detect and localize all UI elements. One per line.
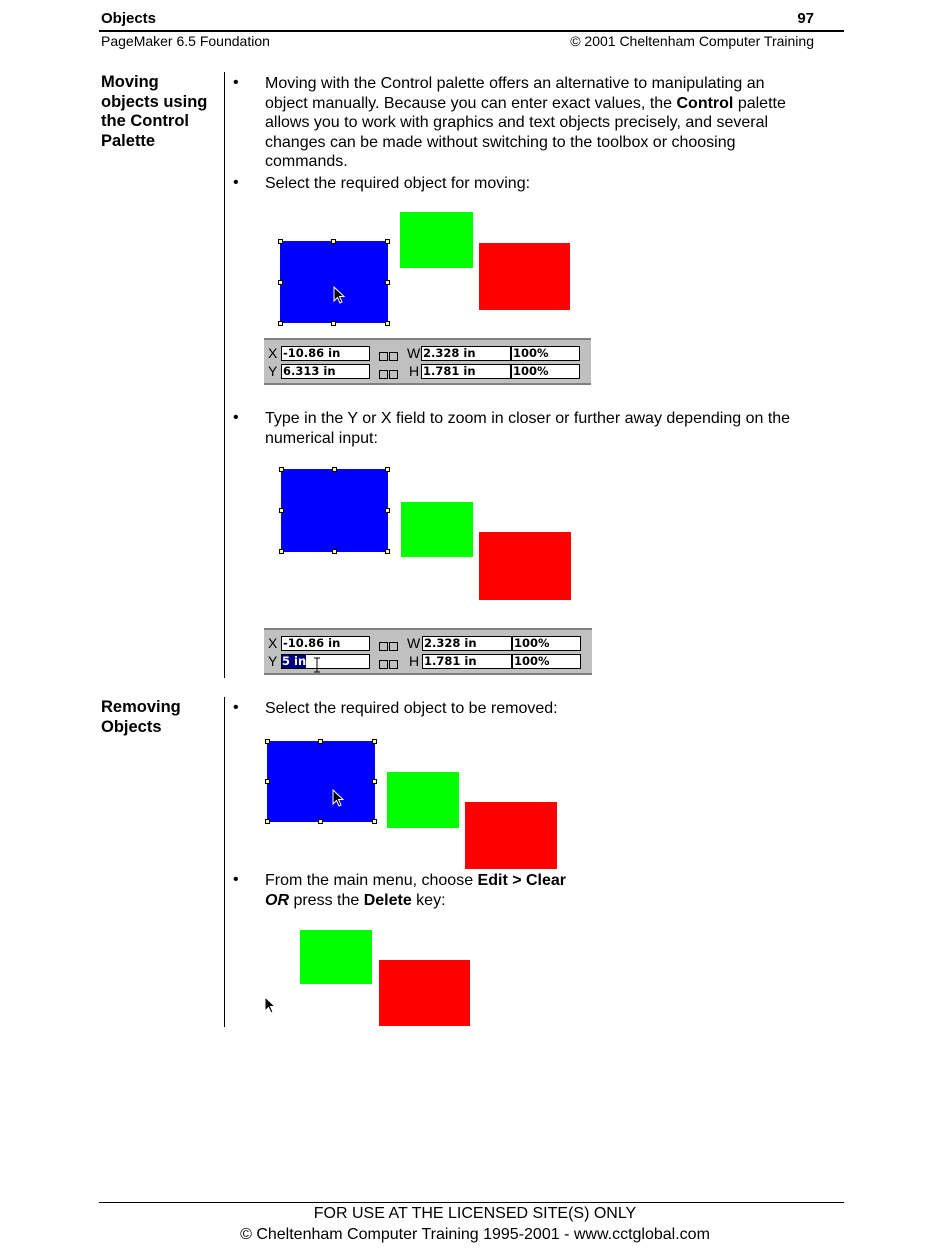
red-rectangle[interactable] bbox=[479, 532, 571, 600]
y-field-editing[interactable] bbox=[281, 654, 370, 669]
width-percent-field[interactable]: 100% bbox=[511, 346, 580, 361]
y-field-selected-text[interactable]: 5 in bbox=[282, 654, 307, 668]
green-rectangle[interactable] bbox=[400, 212, 473, 268]
selection-handle-icon[interactable] bbox=[265, 739, 270, 744]
arrow-cursor-icon bbox=[332, 789, 346, 809]
h-label: H bbox=[409, 653, 420, 669]
control-palette bbox=[264, 338, 591, 385]
selection-handle-icon[interactable] bbox=[265, 819, 270, 824]
width-field[interactable]: 2.328 in bbox=[421, 346, 511, 361]
height-field[interactable]: 1.781 in bbox=[421, 364, 511, 379]
red-rectangle[interactable] bbox=[379, 960, 470, 1026]
green-rectangle[interactable] bbox=[387, 772, 459, 828]
blue-rectangle-selected[interactable] bbox=[280, 241, 388, 323]
red-rectangle[interactable] bbox=[479, 243, 570, 310]
selection-handle-icon[interactable] bbox=[279, 508, 284, 513]
bullet: • bbox=[233, 409, 239, 426]
selection-handle-icon[interactable] bbox=[385, 508, 390, 513]
x-field[interactable]: -10.86 in bbox=[281, 346, 370, 361]
selection-handle-icon[interactable] bbox=[372, 819, 377, 824]
nudge-arrows-icon[interactable] bbox=[379, 656, 401, 667]
selection-handle-icon[interactable] bbox=[385, 549, 390, 554]
red-rectangle[interactable] bbox=[465, 802, 557, 869]
width-field[interactable]: 2.328 in bbox=[422, 636, 512, 651]
bullet: • bbox=[233, 174, 239, 191]
selection-handle-icon[interactable] bbox=[332, 549, 337, 554]
height-percent-field[interactable]: 100% bbox=[511, 364, 580, 379]
product-name: PageMaker 6.5 Foundation bbox=[101, 33, 270, 49]
blue-rectangle-selected[interactable] bbox=[267, 741, 375, 822]
arrow-cursor-icon bbox=[333, 286, 347, 306]
x-label: X bbox=[268, 635, 278, 651]
h-label: H bbox=[409, 363, 420, 379]
section-heading-moving: Moving objects using the Control Palette bbox=[101, 73, 208, 150]
green-rectangle[interactable] bbox=[401, 502, 473, 557]
selection-handle-icon[interactable] bbox=[385, 239, 390, 244]
selection-handle-icon[interactable] bbox=[372, 739, 377, 744]
selection-handle-icon[interactable] bbox=[279, 467, 284, 472]
bullet: • bbox=[233, 74, 239, 91]
w-label: W bbox=[407, 635, 421, 651]
selection-handle-icon[interactable] bbox=[385, 467, 390, 472]
w-label: W bbox=[407, 345, 421, 361]
selection-handle-icon[interactable] bbox=[331, 321, 336, 326]
selection-handle-icon[interactable] bbox=[332, 467, 337, 472]
header-rule bbox=[99, 30, 844, 32]
paragraph-type-y-x: Type in the Y or X field to zoom in closer or further away depending on the numerical input: bbox=[265, 410, 791, 447]
selection-handle-icon[interactable] bbox=[385, 280, 390, 285]
y-label: Y bbox=[268, 363, 278, 379]
y-field[interactable]: 6.313 in bbox=[281, 364, 370, 379]
paragraph-select-object: Select the required object for moving: bbox=[265, 175, 531, 192]
paragraph-edit-clear: From the main menu, choose Edit > Clear OR press the Delete key: bbox=[265, 872, 567, 909]
selection-handle-icon[interactable] bbox=[278, 280, 283, 285]
chapter-title: Objects bbox=[101, 10, 157, 27]
selection-handle-icon[interactable] bbox=[278, 321, 283, 326]
height-field[interactable]: 1.781 in bbox=[422, 654, 512, 669]
copyright: © 2001 Cheltenham Computer Training bbox=[570, 33, 814, 49]
selection-handle-icon[interactable] bbox=[318, 739, 323, 744]
selection-handle-icon[interactable] bbox=[279, 549, 284, 554]
selection-handle-icon[interactable] bbox=[331, 239, 336, 244]
nudge-arrows-icon[interactable] bbox=[379, 366, 401, 377]
bullet: • bbox=[233, 699, 239, 716]
paragraph-control-palette: Moving with the Control palette offers an alternative to manipulating an object manually. Because you can enter exact values, the Control palette allows you to work with graphics and text objects precisely, and several changes can be made without switching to the toolbox or choosing commands. bbox=[265, 75, 786, 171]
bullet: • bbox=[233, 871, 239, 888]
page-number: 97 bbox=[797, 10, 814, 27]
selection-handle-icon[interactable] bbox=[372, 779, 377, 784]
selection-handle-icon[interactable] bbox=[265, 779, 270, 784]
footer-rule bbox=[99, 1202, 844, 1203]
selection-handle-icon[interactable] bbox=[385, 321, 390, 326]
section-heading-removing: Removing Objects bbox=[101, 698, 181, 736]
height-percent-field[interactable]: 100% bbox=[512, 654, 581, 669]
footer-copyright: © Cheltenham Computer Training 1995-2001 - www.cctglobal.com bbox=[240, 1226, 710, 1243]
section-divider bbox=[224, 697, 225, 1027]
width-percent-field[interactable]: 100% bbox=[512, 636, 581, 651]
footer-license: FOR USE AT THE LICENSED SITE(S) ONLY bbox=[313, 1205, 637, 1222]
paragraph-select-remove: Select the required object to be removed: bbox=[265, 700, 558, 717]
x-label: X bbox=[268, 345, 278, 361]
x-field[interactable]: -10.86 in bbox=[281, 636, 370, 651]
nudge-arrows-icon[interactable] bbox=[379, 348, 401, 359]
control-palette bbox=[264, 628, 592, 675]
arrow-cursor-icon bbox=[264, 996, 278, 1016]
nudge-arrows-icon[interactable] bbox=[379, 638, 401, 649]
text-ibeam-cursor-icon bbox=[314, 657, 320, 673]
y-label: Y bbox=[268, 653, 278, 669]
green-rectangle[interactable] bbox=[300, 930, 372, 984]
blue-rectangle-selected[interactable] bbox=[281, 469, 388, 552]
selection-handle-icon[interactable] bbox=[318, 819, 323, 824]
section-divider bbox=[224, 72, 225, 678]
selection-handle-icon[interactable] bbox=[278, 239, 283, 244]
